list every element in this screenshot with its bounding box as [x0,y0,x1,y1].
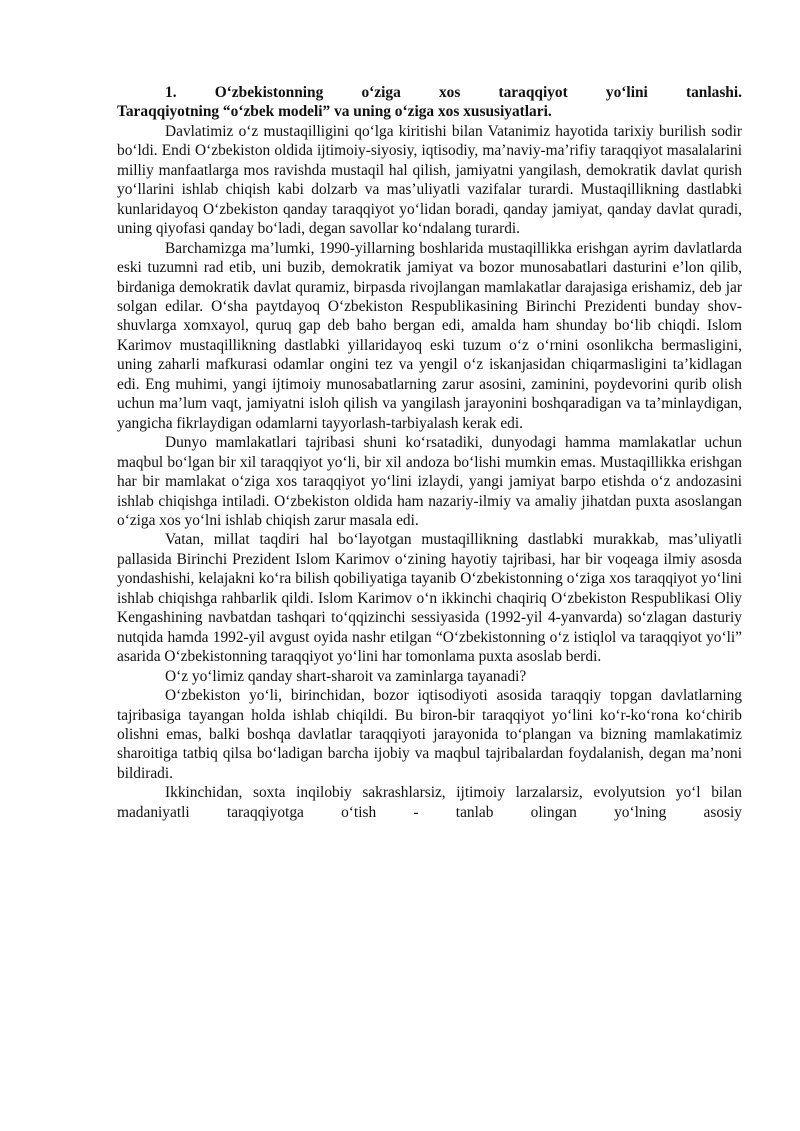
paragraph-1: Davlatimiz o‘z mustaqilligini qo‘lga kiritishi bilan Vatanimiz hayotida tarixiy burilish sodir bo‘ldi. Endi O‘zbekiston oldida ijtimoiy-siyosiy, iqtisodiy, ma’naviy-ma’rifiy taraqqiyot masalalarini milliy manfaatlarga mos ravishda mustaqil hal qilish, jamiyatni yangilash, demokratik davlat qurish yo‘llarini ishlab chiqish kabi dolzarb va mas’uliyatli vazifalar turardi. Mustaqillikning dastlabki kunlaridayoq O‘zbekiston qanday taraqqiyot yo‘lidan boradi, qanday jamiyat, qanday davlat quradi, uning qiyofasi qanday bo‘ladi, degan savollar ko‘ndalang turardi. [117,122,742,238]
heading-line-1: 1. O‘zbekistonning o‘ziga xos taraqqiyot yo‘lini tanlashi. [165,84,742,101]
heading-line-2: Taraqqiyotning “o‘zbek modeli” va uning o‘ziga xos xususiyatlari. [117,103,552,121]
section-heading [117,83,742,122]
paragraph-5: O‘z yo‘limiz qanday shart-sharoit va zaminlarga tayanadi? [165,667,527,685]
paragraph-6: O‘zbekiston yo‘li, birinchidan, bozor iqtisodiyoti asosida taraqqiy topgan davlatlarning tajribasiga tayangan holda ishlab chiqildi. Bu biron-bir taraqqiyot yo‘lini ko‘r-ko‘rona ko‘chirib olishni emas, balki boshqa davlatlar taraqqiyoti jarayonida to‘plangan va bizning mamlakatimiz sharoitiga tatbiq qilsa bo‘ladigan barcha ijobiy va maqbul tajribalardan foydalanish, degan ma’noni bildiradi. [117,687,742,782]
paragraph-3: Dunyo mamlakatlari tajribasi shuni ko‘rsatadiki, dunyodagi hamma mamlakatlar uchun maqbul bo‘lgan bir xil taraqqiyot yo‘li, bir xil andoza bo‘lishi mumkin emas. Mustaqillikka erishgan har bir mamlakat o‘ziga xos taraqqiyot yo‘lini izlaydi, yangi jamiyat barpo etishda o‘z andozasini ishlab chiqishga intiladi. O‘zbekiston oldida ham nazariy-ilmiy va amaliy jihatdan puxta asoslangan o‘ziga xos yo‘lni ishlab chiqish zarur masala edi. [117,434,742,529]
paragraph-2: Barchamizga ma’lumki, 1990-yillarning boshlarida mustaqillikka erishgan ayrim davlatlarda eski tuzumni rad etib, uni buzib, demokratik jamiyat va bozor munosabatlari dasturini e’lon qilib, birdaniga demokratik davlat quramiz, birpasda rivojlangan mamlakatlar darajasiga erishamiz, deb jar solgan edilar. O‘sha paytdayoq O‘zbekiston Respublikasining Birinchi Prezidenti bunday shov-shuvlarga xomxayol, quruq gap deb baho bergan edi, amalda ham shunday bo‘lib chiqdi. Islom Karimov mustaqillikning dastlabki yillaridayoq eski tuzum o‘z o‘rnini osonlikcha bermasligini, uning zaharli mafkurasi odamlar ongini tez va yengil o‘z iskanjasidan chiqarmasligini ta’kidlagan edi. Eng muhimi, yangi ijtimoiy munosabatlarning zarur asosini, zaminini, poydevorini qurib olish uchun ma’lum vaqt, jamiyatni isloh qilish va yangilash jarayonini boshqaradigan va ta’minlaydigan, yangicha fikrlaydigan odamlarni tayyorlash-tarbiyalash kerak edi. [117,239,742,432]
paragraph-4: Vatan, millat taqdiri hal bo‘layotgan mustaqillikning dastlabki murakkab, mas’uliyatli pallasida Birinchi Prezident Islom Karimov o‘zining hayotiy tajribasi, har bir voqeaga ilmiy asosda yondashishi, kelajakni ko‘ra bilish qobiliyatiga tayanib O‘zbekistonning o‘ziga xos taraqqiyot yo‘lini ishlab chiqishga rahbarlik qildi. Islom Karimov o‘n ikkinchi chaqiriq O‘zbekiston Respublikasi Oliy Kengashining navbatdan tashqari to‘qqizinchi sessiyasida (1992-yil 4-yanvarda) so‘zlagan dasturiy nutqida hamda 1992-yil avgust oyida nashr etilgan “O‘zbekistonning o‘z istiqlol va taraqqiyot yo‘li” asarida O‘zbekistonning taraqqiyot yo‘lini har tomonlama puxta asoslab berdi. [117,531,742,666]
document-page [117,83,742,822]
paragraph-7: Ikkinchidan, soxta inqilobiy sakrashlarsiz, ijtimoiy larzalarsiz, evolyutsion yo‘l bilan madaniyatli taraqqiyotga o‘tish - tanlab olingan yo‘lning asosiy [117,784,742,821]
